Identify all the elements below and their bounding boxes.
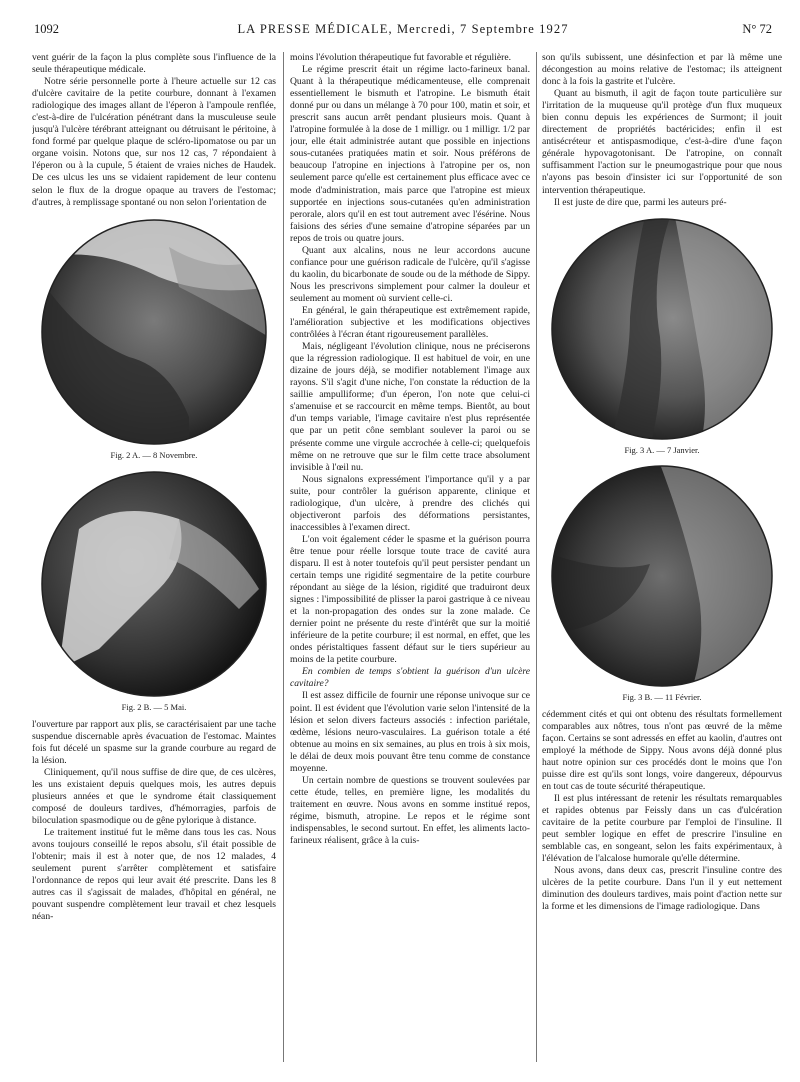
figure-3b — [542, 464, 782, 703]
paragraph: Quant au bismuth, il agit de façon toute particulière sur l'irritation de la muqueuse qu'il protège d'un flux muqueux bien connu depuis les expériences de Surmont; il jouit directement de propriétés bactéricides; enfin il est antisécréteur et antispasmodique, c'est-à-dire d'une façon générale hypovagotonisant. De l'atropine, on connaît suffisamment l'action sur le pneumogastrique pour que nous n'ayons pas besoin d'insister ici sur l'opportunité de son intervention thérapeutique. — [542, 88, 782, 196]
radiograph-image — [550, 217, 775, 442]
paragraph: Il est plus intéressant de retenir les résultats remarquables et rapides obtenus par Feissly dans un cas d'ulcération cavitaire de la petite courbure par l'emploi de l'insuline. Il peut sembler logique en effet de prescrire l'insuline en semblable cas, en songeant, selon les faits expérimentaux, à l'élévation de l'alcalose humorale qu'elle détermine. — [542, 793, 782, 865]
paragraph: son qu'ils subissent, une désinfection et par là même une décongestion au moins relative de l'estomac; ils atteignent donc à la fois la gastrite et l'ulcère. — [542, 52, 782, 88]
paragraph: vent guérir de la façon la plus complète sous l'influence de la seule thérapeutique médicale. — [32, 52, 276, 76]
subheading: En combien de temps s'obtient la guérison d'un ulcère cavitaire? — [290, 666, 530, 690]
column-2 — [290, 52, 530, 1076]
column-rule — [536, 52, 537, 1062]
figure-2a — [32, 217, 276, 461]
paragraph: Un certain nombre de questions se trouvent soulevées par cette étude, telles, en première ligne, les modalités du traitement en œuvre. Nous avons en somme institué repos, régime, bismuth, atropine. Le repos et le régime sont indispensables, le second surtout. En effet, les aliments lacto-farineux réalisent, grâce à la cuis- — [290, 774, 530, 847]
paragraph: Quant aux alcalins, nous ne leur accordons aucune confiance pour une guérison radicale de l'ulcère, qu'il s'agisse du kaolin, du bicarbonate de soude ou de la méthode de Sippy. Nous les prescrivons simplement pour calmer la douleur et seulement au moment où survient celle-ci. — [290, 244, 530, 304]
paragraph: Cliniquement, qu'il nous suffise de dire que, de ces ulcères, les uns existaient depuis quelques mois, les autres depuis plusieurs années et que le syndrome était classiquement composé de douleurs tardives, d'hémorragies, parfois de biloculation spasmodique ou de gêne pylorique à distance. — [32, 766, 276, 827]
paragraph: L'on voit également céder le spasme et la guérison pourra être tenue pour réelle lorsque toute trace de cavité aura disparu. Il est à noter toutefois qu'il peut persister pendant un certain temps une rigidité segmentaire de la petite courbure répondant au siège de la lésion, rigidité que traduiront deux signes : l'impossibilité de plisser la paroi gastrique à ce niveau et la non-propagation des ondes sur la zone malade. Ce dernier point ne présente du reste d'intérêt que sur la moitié inférieure de la petite courbure; il est normal, en effet, que les ondes péristaltiques fassent défaut sur le tiers supérieur au moins de la petite courbure. — [290, 533, 530, 666]
radiograph-image — [550, 464, 775, 689]
figure-2b — [32, 469, 276, 713]
figure-caption: Fig. 3 A. — 7 Janvier. — [624, 444, 700, 455]
column-rule — [283, 52, 284, 1062]
paragraph: cédemment cités et qui ont obtenu des résultats formellement comparables aux nôtres, tous n'ont pas œuvré de la même façon. Certains se sont adressés en effet au kaolin, d'autres ont employé la méthode de Sippy. Nous avons déjà donné plus haut notre opinion sur ces procédés dont le moins que l'on puisse dire est qu'ils sont longs, voire dangereux, dépourvus en tout cas de toute sécurité thérapeutique. — [542, 708, 782, 792]
running-header — [34, 20, 772, 42]
figure-caption: Fig. 2 B. — 5 Mai. — [121, 701, 187, 712]
paragraph: Nous signalons expressément l'importance qu'il y a par suite, pour contrôler la guérison apparente, clinique et radiologique, d'un ulcère, à prendre des clichés qui objectiveront parfois des déformations persistantes, inaccessibles à l'examen direct. — [290, 473, 530, 533]
column-3 — [542, 52, 782, 1076]
column-1 — [32, 52, 276, 1076]
paragraph: moins l'évolution thérapeutique fut favorable et régulière. — [290, 52, 511, 63]
paragraph: Mais, négligeant l'évolution clinique, nous ne préciserons que la régression radiologique. Il est habituel de voir, en une dizaine de jours déjà, se modifier notablement l'image aux rayons. S'il s'agit d'une niche, l'on constate la réduction de la saillie ampulliforme; d'un éperon, l'on note que celui-ci s'amenuise et se raccourcit en même temps. Bientôt, au bout d'un temps variable, l'image cavitaire n'est plus représentée que par un petit cône semblant soulever la paroi ou se présente comme une virgule accrochée à celle-ci; quelquefois même on ne retrouve que sur le film cette trace absolument invisible à l'œil nu. — [290, 341, 530, 473]
paragraph: Il est juste de dire que, parmi les auteurs pré- — [554, 196, 727, 208]
running-title: LA PRESSE MÉDICALE, Mercredi, 7 Septembre 1927 — [237, 22, 569, 36]
paragraph: En général, le gain thérapeutique est extrêmement rapide, l'amélioration subjective et les modifications objectives contrôlées à l'écran étant rigoureusement parallèles. — [290, 304, 530, 341]
paragraph: l'ouverture par rapport aux plis, se caractérisaient par une tache suspendue discernable après évacuation de l'estomac. Maintes fois fut décelé un spasme sur la grande courbure au regard de la lésion. — [32, 718, 276, 766]
issue-number: N° 72 — [742, 22, 772, 36]
paragraph: Il est assez difficile de fournir une réponse univoque sur ce point. Il est évident que l'évolution varie selon l'intensité de la lésion et selon divers facteurs associés : infection pariétale, œdème, lésions neuro-vasculaires. La guérison totale a été obtenue au moins en six semaines, au plus en trois à six mois, le délai de deux mois pouvant être tenu comme de constance moyenne. — [290, 690, 530, 774]
paragraph: Le régime prescrit était un régime lacto-farineux banal. Quant à la thérapeutique médicamenteuse, elle comprenait essentiellement le bismuth et l'atropine. Le bismuth était donné pur ou dans un mélange à 70 pour 100, matin et soir, et prescrit sans aucun arrêt pendant plusieurs mois. Quant à l'atropine formulée à la dose de 1 milligr. ou 1 milligr. 1/2 par jour, elle était administrée autant que possible en injections sous-cutanées pratiquées matin et soir. Nous préférons de beaucoup l'atropine en injections à l'atropine per os, non seulement parce qu'elle est certainement plus efficace avec ce mode d'administration, mais parce que l'atropine est mieux supportée en injections sous-cutanées qu'en administration perorale, alors qu'il en est tout autrement avec l'ésérine. Nous faisions des séries d'une semaine d'atropine séparées par un repos de trois ou quatre jours. — [290, 64, 530, 244]
paragraph: Nous avons, dans deux cas, prescrit l'insuline contre des ulcères de la petite courbure. Dans l'un il y eut nettement diminution des douleurs tardives, mais point d'action nette sur la forme et les dimensions de l'image radiologique. Dans — [542, 865, 782, 913]
radiograph-image — [39, 217, 269, 447]
figure-3a — [542, 217, 782, 456]
paragraph: Le traitement institué fut le même dans tous les cas. Nous avons toujours conseillé le repos absolu, s'il était possible de l'obtenir; mais il est à noter que, de nos 12 malades, 4 seulement purent s'arrêter complètement et satisfaire l'ordonnance de repos qui leur avait été prescrite. Dans les 8 autres cas il s'agissait de malades, d'hôpital en général, ne pouvant suspendre complètement leur travail et chez lesquels néan- — [32, 827, 276, 923]
page-number: 1092 — [34, 22, 59, 36]
paragraph: Notre série personnelle porte à l'heure actuelle sur 12 cas d'ulcère cavitaire de la petite courbure, donnant à l'examen radiologique des images allant de l'éperon à l'ampoule renflée, c'est-à-dire de l'ulcération pénétrant dans la musculeuse seule jusqu'à l'ulcère térébrant atteignant ou détruisant le péritoine, à fond formé par quelque plaque de scléro-lipomatose ou par un organe voisin. Notons que, sur nos 12 cas, 7 répondaient à l'éperon ou à la cupule, 5 étaient de vraies niches de Haudek. De ces ulcus les uns se vidaient rapidement de leur contenu selon le flux de la drogue opaque au travers de l'estomac; d'autres, à remplissage spontané ou non selon l'orientation de — [32, 76, 276, 208]
radiograph-image — [39, 469, 269, 699]
figure-caption: Fig. 2 A. — 8 Novembre. — [110, 449, 198, 460]
figure-caption: Fig. 3 B. — 11 Février. — [622, 691, 702, 702]
